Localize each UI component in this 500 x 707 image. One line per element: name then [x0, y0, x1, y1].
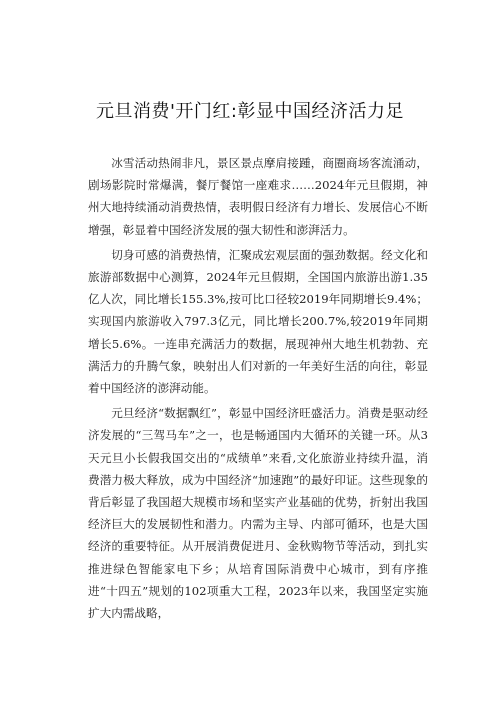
page-title: 元旦消费'开门红:彰显中国经济活力足	[95, 101, 404, 122]
paragraph-3: 元旦经济“数据飘红”，彰显中国经济旺盛活力。消费是驱动经济发展的“三驾马车”之一，也是畅通国内大循环的关键一环。从3天元旦小长假我国交出的“成绩单”来看,文化旅游业持续升温，消费潜力极大释放，成为中国经济“加速跑”的最好印证。这些现象的背后彰显了我国超大规模市场和坚实产业基础的优势，折射出我国经济巨大的发展韧性和潜力。内需为主导、内部可循环，也是大国经济的重要特征。从开展消费促进月、金秋购物节等活动，到扎实推进绿色智能家电下乡；从培育国际消费中心城市，到有序推进“十四五”规划的102项重大工程，2023年以来，我国坚定实施扩大内需战略，	[88, 406, 428, 621]
paragraph-2: 切身可感的消费热情，汇聚成宏观层面的强劲数据。经文化和旅游部数据中心测算，2024年元旦假期，全国国内旅游出游1.35亿人次，同比增长155.3%,按可比口径较2019年同期增长9.4%；实现国内旅游收入797.3亿元，同比增长200.7%,较2019年同期增长5.6%。一连串充满活力的数据，展现神州大地生机勃勃、充满活力的升腾气象，映射出人们对新的一年美好生活的向往，彰显着中国经济的澎湃动能。	[88, 247, 428, 396]
article-body	[88, 152, 428, 627]
paragraph-1: 冰雪活动热闹非凡，景区景点摩肩接踵，商圈商场客流涌动，剧场影院时常爆满，餐厅餐馆一座难求……2024年元旦假期，神州大地持续涌动消费热情，表明假日经济有力增长、发展信心不断增强，彰显着中国经济发展的强大韧性和澎湃活力。	[88, 156, 428, 237]
